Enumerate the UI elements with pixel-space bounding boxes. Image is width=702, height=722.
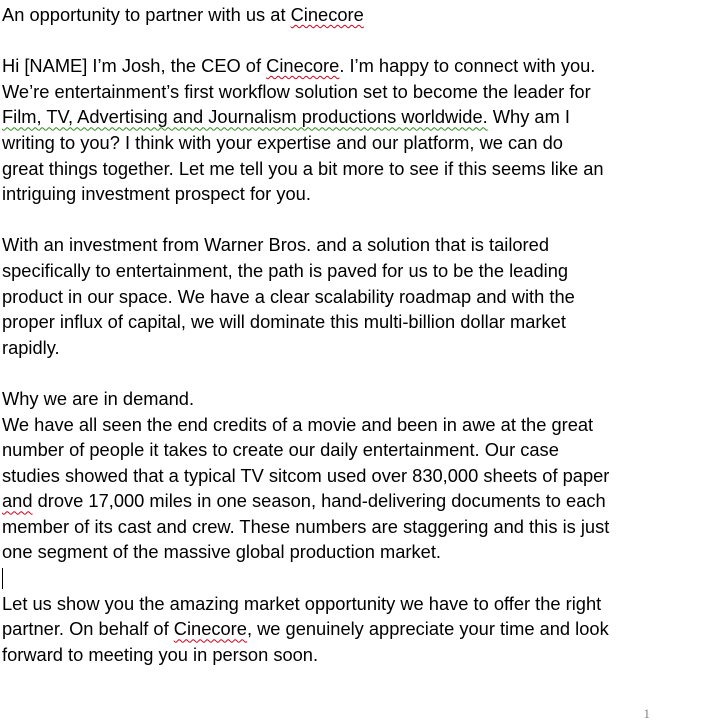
document-title	[2, 2, 692, 28]
blank-line	[2, 207, 692, 233]
text-line	[2, 53, 692, 79]
text-line: intriguing investment prospect for you.	[2, 183, 311, 205]
text-line: We’re entertainment’s first workflow solution set to become the leader for	[2, 80, 591, 102]
section-heading: Why we are in demand.	[2, 387, 195, 409]
text-line	[2, 488, 692, 514]
blank-line	[2, 28, 692, 54]
text-line: number of people it takes to create our daily entertainment. Our case	[2, 439, 559, 461]
text-line	[2, 104, 692, 130]
text-line: forward to meeting you in person soon.	[2, 643, 319, 665]
text-span: , we genuinely appreciate your time and look	[246, 618, 609, 640]
paragraph-investment	[2, 232, 692, 360]
text-span: Why am I	[487, 106, 570, 128]
text-span: partner. On behalf of	[2, 618, 174, 640]
text-line: specifically to entertainment, the path is paved for us to be the leading	[2, 259, 569, 281]
text-line: writing to you? I think with your expertise and our platform, we can do	[2, 131, 563, 153]
text-span: Hi [NAME] I’m Josh, the CEO of	[2, 55, 267, 77]
brand-name: Cinecore	[173, 618, 247, 640]
text-line: rapidly.	[2, 336, 60, 358]
paragraph-intro	[2, 53, 692, 207]
text-line: With an investment from Warner Bros. and a solution that is tailored	[2, 234, 549, 256]
blank-line	[2, 565, 692, 591]
document-body[interactable]	[2, 2, 692, 667]
text-line: Let us show you the amazing market opportunity we have to offer the right	[2, 592, 602, 614]
paragraph-demand	[2, 386, 692, 565]
text-line: proper influx of capital, we will dominate this multi-billion dollar market	[2, 311, 566, 333]
paragraph-closing	[2, 591, 692, 668]
text-line: one segment of the massive global production market.	[2, 541, 441, 563]
text-span: drove 17,000 miles in one season, hand-delivering documents to each	[32, 490, 606, 512]
text-line: member of its cast and crew. These numbers are staggering and this is just	[2, 515, 610, 537]
grammar-marked-text: Film, TV, Advertising and Journalism productions worldwide.	[2, 106, 488, 128]
text-line	[2, 616, 692, 642]
title-text: An opportunity to partner with us at	[2, 4, 291, 25]
brand-name: Cinecore	[266, 55, 340, 77]
text-line: product in our space. We have a clear scalability roadmap and with the	[2, 285, 575, 307]
text-line: great things together. Let me tell you a bit more to see if this seems like an	[2, 157, 604, 179]
spell-marked-text: and	[2, 490, 33, 512]
title-brand: Cinecore	[290, 4, 364, 25]
blank-line	[2, 360, 692, 386]
page-number: 1	[643, 706, 650, 721]
text-cursor	[2, 568, 3, 589]
text-line: studies showed that a typical TV sitcom used over 830,000 sheets of paper	[2, 464, 610, 486]
text-line: We have all seen the end credits of a movie and been in awe at the great	[2, 413, 594, 435]
text-span: . I’m happy to connect with you.	[339, 55, 596, 77]
